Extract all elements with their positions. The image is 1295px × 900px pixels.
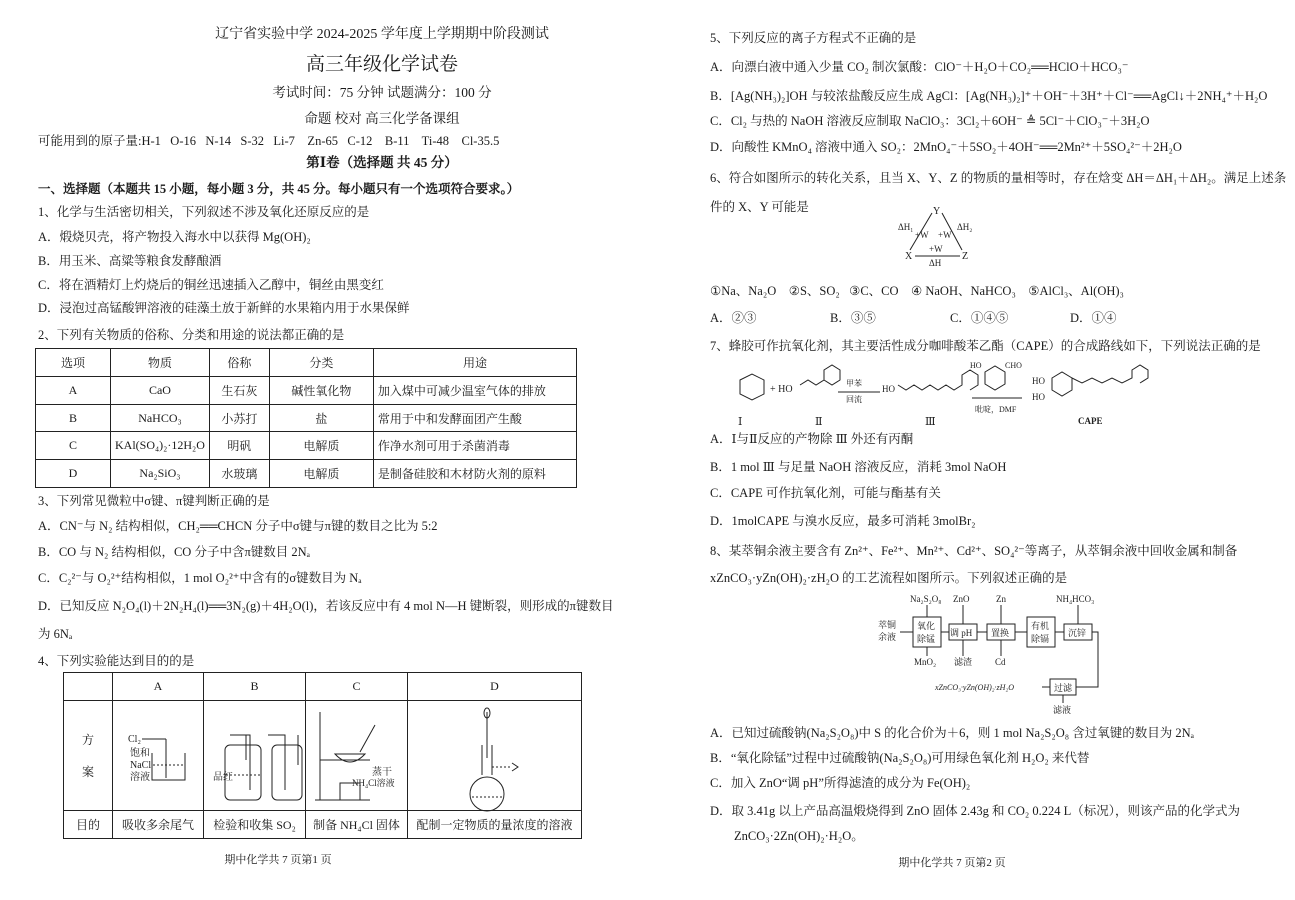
table-row-goal xyxy=(64,811,582,839)
ho-group: HO xyxy=(1032,392,1045,402)
flow-step-ph: 调 pH xyxy=(950,628,973,638)
q5-option-a: A．向漂白液中通入少量 CO₂ 制次氯酸：ClO⁻＋H₂O＋CO₂══HClO＋HCO₃⁻ xyxy=(710,60,1129,74)
label-dh2: ΔH₂ xyxy=(957,222,973,232)
plus-ho: + HO xyxy=(770,384,793,395)
q6-choices: ①Na、Na₂O ②S、SO₂ ③C、CO ④ NaOH、NaHCO₃ ⑤AlCl₃、Al(OH)₃ xyxy=(710,284,1124,298)
q6-option-c: C．①④⑤ xyxy=(950,311,1009,325)
q4-stem: 4、下列实验能达到目的的是 xyxy=(38,654,195,668)
label-w: +W xyxy=(915,230,929,240)
row-label-goal: 目的 xyxy=(64,811,113,839)
flow-output-residue: 滤渣 xyxy=(954,657,973,667)
flow-step-organic: 有机 xyxy=(1031,621,1050,631)
q6-stem-cont: 件的 X、Y 可能是 xyxy=(710,200,809,214)
flow-product: xZnCO₃·yZn(OH)₂·zH₂O xyxy=(935,683,1015,692)
label-dh1: ΔH₁ xyxy=(898,222,914,232)
header-cell: A xyxy=(113,673,204,701)
cell: 生石灰 xyxy=(209,377,269,405)
q8-option-d: D．取 3.41g 以上产品高温煅烧得到 ZnO 固体 2.43g 和 CO₂ 0.224 L（标况），则该产品的化学式为 xyxy=(710,804,1241,818)
header-cell xyxy=(64,673,113,701)
flow-step-filter: 过滤 xyxy=(1054,683,1073,693)
table-row xyxy=(36,432,577,460)
cell: A xyxy=(36,377,111,405)
cell: Na₂SiO₃ xyxy=(111,460,210,488)
condition-pyridine-dmf: 吡啶，DMF xyxy=(975,405,1017,414)
q8-stem-cont: xZnCO₃·yZn(OH)₂·zH₂O 的工艺流程如图所示。下列叙述正确的是 xyxy=(710,571,1068,585)
q5-option-c: C．Cl₂ 与热的 NaOH 溶液反应制取 NaClO₃：3Cl₂＋6OH⁻ ≜ 5Cl⁻＋ClO₃⁻＋3H₂O xyxy=(710,114,1150,128)
table-header-row xyxy=(36,349,577,377)
cell: 检验和收集 SO₂ xyxy=(204,811,306,839)
q7-option-b: B．1 mol Ⅲ 与足量 NaOH 溶液反应，消耗 3mol NaOH xyxy=(710,460,1007,474)
flow-feed-1: 萃铜 xyxy=(878,620,897,630)
header-cell: C xyxy=(306,673,408,701)
apparatus-a xyxy=(113,701,204,811)
q5-option-b: B．[Ag(NH₃)₂]OH 与较浓盐酸反应生成 AgCl：[Ag(NH₃)₂]⁺＋OH⁻＋3H⁺＋Cl⁻══AgCl↓＋2NH₄⁺＋H₂O xyxy=(710,89,1268,103)
apparatus-d xyxy=(408,701,582,811)
label-dh: ΔH xyxy=(929,258,942,268)
q3-option-a: A．CN⁻与 N₂ 结构相似，CH₂══CHCN 分子中σ键与π键的数目之比为 5:2 xyxy=(38,519,438,533)
apparatus-c xyxy=(306,701,408,811)
q2-table xyxy=(35,348,577,488)
cell: 水玻璃 xyxy=(209,460,269,488)
condition-toluene: 甲苯 xyxy=(846,379,862,388)
cell: 小苏打 xyxy=(209,405,269,432)
page-1-footer: 期中化学共 7 页第1 页 xyxy=(224,854,332,866)
cell: CaO xyxy=(111,377,210,405)
q3-stem: 3、下列常见微粒中σ键、π键判断正确的是 xyxy=(38,494,270,508)
cell: 作净水剂可用于杀菌消毒 xyxy=(373,432,576,460)
label-magenta: 品红 xyxy=(213,772,233,783)
cell: D xyxy=(36,460,111,488)
q3-option-d-cont: 为 6Nₐ xyxy=(38,627,73,641)
q8-stem: 8、某萃铜余液主要含有 Zn²⁺、Fe²⁺、Mn²⁺、Cd²⁺、SO₄²⁻等离子，从萃铜余液中回收金属和制备 xyxy=(710,544,1238,558)
apparatus-b xyxy=(204,701,306,811)
q1-option-d: D．浸泡过高锰酸钾溶液的硅藻土放于新鲜的水果箱内用于水果保鲜 xyxy=(38,301,410,315)
flow-input-na2s2o8: Na₂S₂O₈ xyxy=(910,594,942,604)
q1-option-b: B．用玉米、高粱等粮食发酵酿酒 xyxy=(38,254,222,268)
table-header-row xyxy=(64,673,582,701)
q6-option-a: A．②③ xyxy=(710,311,757,325)
header-cell: D xyxy=(408,673,582,701)
q7-option-a: A．Ⅰ与Ⅱ反应的产物除 Ⅲ 外还有丙酮 xyxy=(710,432,914,446)
label-part: 案 xyxy=(81,765,94,779)
header-cell: 俗称 xyxy=(209,349,269,377)
label-saturated: 饱和 xyxy=(130,748,150,759)
table-row xyxy=(36,460,577,488)
cell: 常用于中和发酵面团产生酸 xyxy=(373,405,576,432)
flow-step-precipitate-zn: 沉锌 xyxy=(1068,628,1087,638)
exam-info: 考试时间：75 分钟 试题满分：100 分 xyxy=(272,85,492,100)
q7-option-c: C．CAPE 可作抗氧化剂，可能与酯基有关 xyxy=(710,486,941,500)
label-solution: 溶液 xyxy=(130,772,150,783)
cell: 加入煤中可减少温室气体的排放 xyxy=(373,377,576,405)
label-nacl: NaCl xyxy=(130,760,152,771)
exam-title: 高三年级化学试卷 xyxy=(305,54,459,75)
cell: KAl(SO₄)₂·12H₂O xyxy=(111,432,210,460)
q3-option-b: B．CO 与 N₂ 结构相似，CO 分子中含π键数目 2Nₐ xyxy=(38,545,311,559)
q6-option-b: B．③⑤ xyxy=(830,311,876,325)
cell: 电解质 xyxy=(269,432,373,460)
flow-step-remove-mn: 除锰 xyxy=(917,634,936,644)
q6-stem: 6、符合如图所示的转化关系，且当 X、Y、Z 的物质的量相等时，存在焓变 ΔH＝ΔH₁＋ΔH₂。满足上述条 xyxy=(710,171,1287,185)
compound-3-label: Ⅲ xyxy=(925,416,936,428)
cell: 吸收多余尾气 xyxy=(113,811,204,839)
flow-step-oxidize: 氧化 xyxy=(917,621,936,631)
cell: 电解质 xyxy=(269,460,373,488)
q1-stem: 1、化学与生活密切相关，下列叙述不涉及氧化还原反应的是 xyxy=(38,205,370,219)
atomic-masses: 可能用到的原子量:H-1 O-16 N-14 S-32 Li-7 Zn-65 C-12 B-11 Ti-48 Cl-35.5 xyxy=(38,134,500,148)
q8-option-c: C．加入 ZnO“调 pH”所得滤渣的成分为 Fe(OH)₂ xyxy=(710,776,971,790)
q7-option-d: D．1molCAPE 与溴水反应，最多可消耗 3molBr₂ xyxy=(710,514,976,528)
q1-option-a: A．煅烧贝壳，将产物投入海水中以获得 Mg(OH)₂ xyxy=(38,230,311,244)
header-cell: 分类 xyxy=(269,349,373,377)
flow-output-cd: Cd xyxy=(995,657,1006,667)
label-w: +W xyxy=(929,244,943,254)
flow-feed-2: 余液 xyxy=(878,632,897,642)
header-cell: 用途 xyxy=(373,349,576,377)
cell: 盐 xyxy=(269,405,373,432)
header-cell: 物质 xyxy=(111,349,210,377)
q3-option-d: D．已知反应 N₂O₄(l)＋2N₂H₄(l)══3N₂(g)＋4H₂O(l)，若该反应中有 4 mol N—H 键断裂，则形成的π键数目 xyxy=(38,599,614,613)
cho-group: CHO xyxy=(1005,361,1022,370)
cape-label: CAPE xyxy=(1078,416,1103,426)
q2-stem: 2、下列有关物质的俗称、分类和用途的说法都正确的是 xyxy=(38,328,345,342)
table-row xyxy=(36,377,577,405)
node-x: X xyxy=(905,251,913,262)
row-label-scheme xyxy=(64,701,113,811)
header-cell: B xyxy=(204,673,306,701)
exam-authors: 命题 校对 高三化学备课组 xyxy=(304,111,460,126)
flow-input-zno: ZnO xyxy=(953,594,970,604)
flow-input-nh4hco3: NH₄HCO₃ xyxy=(1056,594,1095,604)
node-z: Z xyxy=(962,251,969,262)
label-evaporate: 蒸干 xyxy=(372,767,392,778)
condition-reflux: 回流 xyxy=(846,395,862,404)
ho-group: HO xyxy=(970,361,982,370)
q3-option-c: C．C₂²⁻与 O₂²⁺结构相似，1 mol O₂²⁺中含有的σ键数目为 Nₐ xyxy=(38,571,362,585)
ho-group: HO xyxy=(1032,376,1045,386)
flow-output-mno2: MnO₂ xyxy=(914,657,937,667)
flow-step-replace: 置换 xyxy=(991,628,1010,638)
cell: B xyxy=(36,405,111,432)
cell: 配制一定物质的量浓度的溶液 xyxy=(408,811,582,839)
flow-input-zn: Zn xyxy=(996,594,1006,604)
q8-option-d-cont: ZnCO₃·2Zn(OH)₂·H₂O。 xyxy=(734,829,864,843)
q5-stem: 5、下列反应的离子方程式不正确的是 xyxy=(710,31,917,45)
header-cell: 选项 xyxy=(36,349,111,377)
label-nh4cl-solution: NH₄Cl溶液 xyxy=(352,778,395,788)
cell: C xyxy=(36,432,111,460)
flow-output-filtrate: 滤液 xyxy=(1053,705,1072,715)
q8-option-a: A．已知过硫酸钠(Na₂S₂O₈)中 S 的化合价为＋6，则 1 mol Na₂S₂O₈ 含过氧键的数目为 2Nₐ xyxy=(710,726,1195,740)
label-part: 方 xyxy=(81,733,94,747)
school-title: 辽宁省实验中学 2024-2025 学年度上学期期中阶段测试 xyxy=(215,27,549,42)
q1-option-c: C．将在酒精灯上灼烧后的铜丝迅速插入乙醇中，铜丝由黑变红 xyxy=(38,278,384,292)
label-cl2: Cl₂ xyxy=(128,734,141,745)
table-row xyxy=(36,405,577,432)
part-heading: 一、选择题（本题共 15 小题，每小题 3 分，共 45 分。每小题只有一个选项符合要求。） xyxy=(38,182,520,196)
cell: 是制备硅胶和木材防火剂的原料 xyxy=(373,460,576,488)
label-w: +W xyxy=(938,230,952,240)
cell: 制备 NH₄Cl 固体 xyxy=(306,811,408,839)
compound-2-label: Ⅱ xyxy=(815,416,823,428)
q5-option-d: D．向酸性 KMnO₄ 溶液中通入 SO₂：2MnO₄⁻＋5SO₂＋4OH⁻══2Mn²⁺＋5SO₄²⁻＋2H₂O xyxy=(710,140,1182,154)
compound-1-label: Ⅰ xyxy=(738,416,743,428)
q8-option-b: B．“氧化除锰”过程中过硫酸钠(Na₂S₂O₈)可用绿色氧化剂 H₂O₂ 来代替 xyxy=(710,751,1090,765)
cell: 明矾 xyxy=(209,432,269,460)
page-2-footer: 期中化学共 7 页第2 页 xyxy=(898,857,1006,869)
section-title: 第Ⅰ卷（选择题 共 45 分） xyxy=(306,155,458,170)
cell: 碱性氧化物 xyxy=(269,377,373,405)
flow-step-remove-cd: 除镉 xyxy=(1031,634,1050,644)
cell: NaHCO₃ xyxy=(111,405,210,432)
ho-group: HO xyxy=(882,384,895,394)
q7-stem: 7、蜂胶可作抗氧化剂，其主要活性成分咖啡酸苯乙酯（CAPE）的合成路线如下，下列说法正确的是 xyxy=(710,339,1261,353)
node-y: Y xyxy=(933,206,941,217)
q6-option-d: D．①④ xyxy=(1070,311,1117,325)
